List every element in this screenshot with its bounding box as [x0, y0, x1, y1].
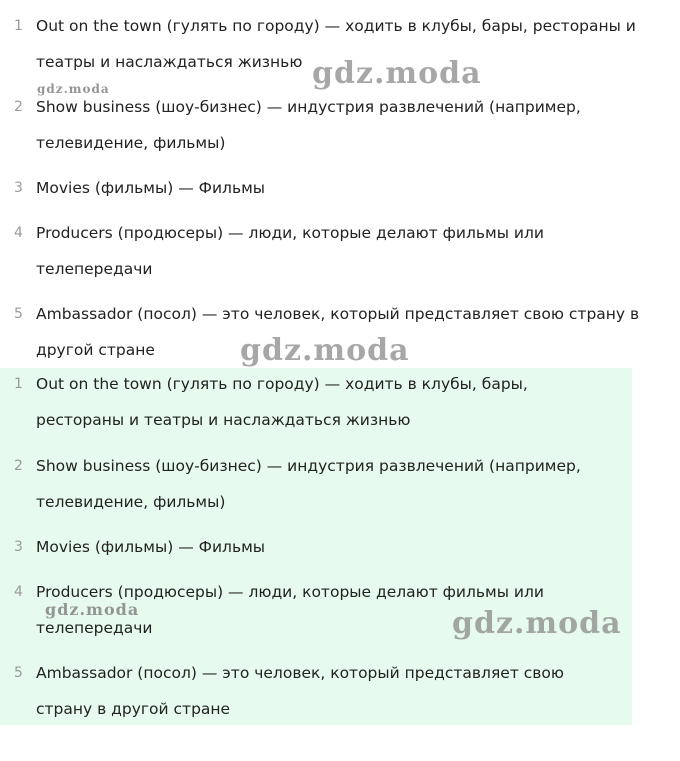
- item-number: 3: [14, 180, 23, 196]
- item-text: [36, 574, 544, 646]
- item-text: [36, 366, 528, 438]
- item-number: 1: [14, 18, 23, 34]
- watermark-logo: gdz.moda: [452, 606, 622, 641]
- answer-block-1: [0, 0, 680, 368]
- item-text: [36, 89, 581, 161]
- item-number: 4: [14, 225, 23, 241]
- watermark-logo: gdz.moda: [37, 82, 110, 96]
- item-line: страну в другой стране: [36, 700, 231, 718]
- item-number: 1: [14, 376, 23, 392]
- item-text: [36, 655, 564, 727]
- item-line: Out on the town (гулять по городу) — ходить в клубы, бары,: [36, 375, 528, 393]
- item-text: [36, 448, 581, 520]
- watermark-logo: gdz.moda: [45, 600, 140, 619]
- watermark-logo: gdz.moda: [240, 333, 410, 368]
- watermark-logo: gdz.moda: [312, 56, 482, 91]
- item-text: [36, 215, 544, 287]
- item-line: телевидение, фильмы): [36, 134, 226, 152]
- item-line: телевидение, фильмы): [36, 493, 226, 511]
- item-number: 2: [14, 458, 23, 474]
- item-line: телепередачи: [36, 260, 153, 278]
- item-line: Ambassador (посол) — это человек, который представляет свою: [36, 664, 564, 682]
- item-line: телепередачи: [36, 619, 153, 637]
- item-text: [36, 8, 636, 80]
- item-text: [36, 296, 639, 368]
- item-line: другой стране: [36, 341, 155, 359]
- item-text: [36, 529, 265, 565]
- item-line: Show business (шоу-бизнес) — индустрия развлечений (например,: [36, 98, 581, 116]
- item-text: [36, 170, 265, 206]
- item-number: 5: [14, 306, 23, 322]
- item-line: рестораны и театры и наслаждаться жизнью: [36, 411, 411, 429]
- item-line: Out on the town (гулять по городу) — ходить в клубы, бары, рестораны и: [36, 17, 636, 35]
- item-number: 3: [14, 539, 23, 555]
- item-line: Movies (фильмы) — Фильмы: [36, 538, 266, 556]
- item-line: театры и наслаждаться жизнью: [36, 53, 303, 71]
- item-line: Producers (продюсеры) — люди, которые делают фильмы или: [36, 224, 544, 242]
- answer-block-2: [0, 368, 632, 725]
- item-line: Show business (шоу-бизнес) — индустрия развлечений (например,: [36, 457, 581, 475]
- item-number: 4: [14, 584, 23, 600]
- item-line: Movies (фильмы) — Фильмы: [36, 179, 266, 197]
- item-line: Producers (продюсеры) — люди, которые делают фильмы или: [36, 583, 544, 601]
- item-line: Ambassador (посол) — это человек, который представляет свою страну в: [36, 305, 640, 323]
- item-number: 5: [14, 665, 23, 681]
- item-number: 2: [14, 99, 23, 115]
